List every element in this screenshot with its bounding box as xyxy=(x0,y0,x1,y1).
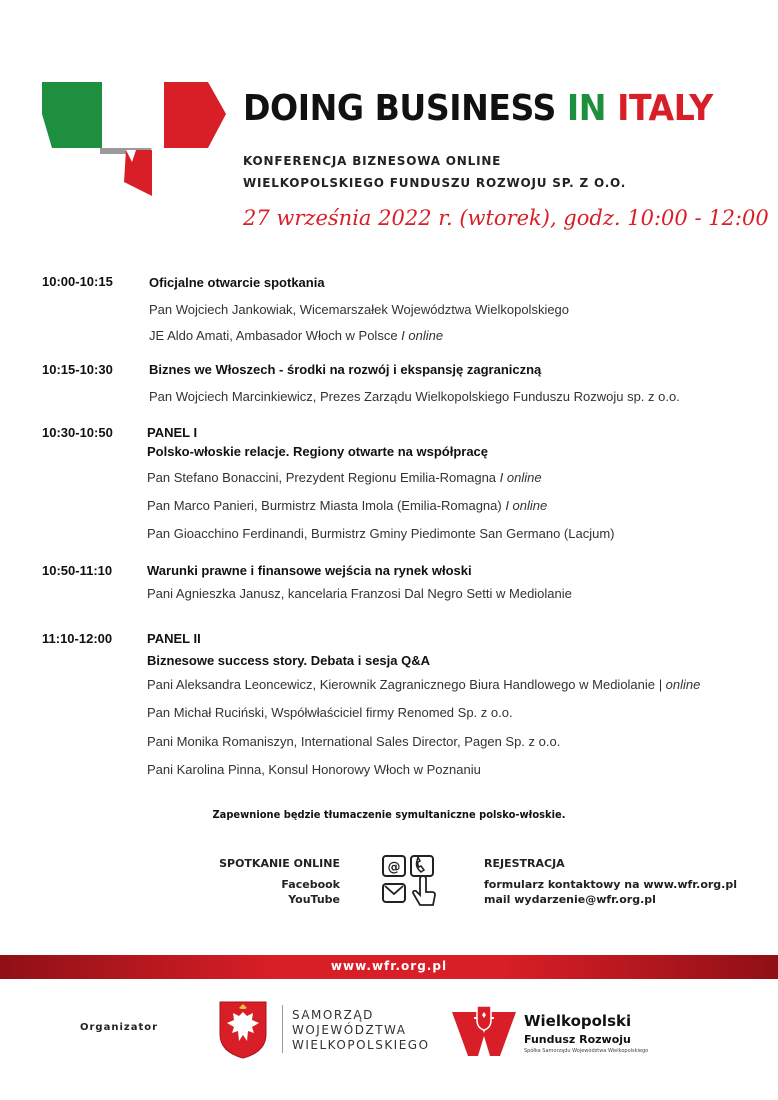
speaker-text: Pan Marco Panieri, Burmistrz Miasta Imola (Emilia-Romagna) xyxy=(147,498,506,513)
title-part-1: DOING BUSINESS xyxy=(243,88,567,129)
speaker-text: Pan Wojciech Jankowiak, Wicemarszałek Województwa Wielkopolskiego xyxy=(149,302,570,317)
agenda-title: Warunki prawne i finansowe wejścia na rynek włoski xyxy=(147,563,472,578)
agenda-speaker xyxy=(147,526,614,541)
italy-flag-ribbon-graphic xyxy=(40,78,230,198)
agenda-time: 11:10-12:00 xyxy=(42,631,113,646)
speaker-text: Pan Stefano Bonaccini, Prezydent Regionu Emilia-Romagna xyxy=(147,470,500,485)
wielkopolska-crest-icon xyxy=(218,1000,268,1060)
agenda-speaker xyxy=(147,498,547,513)
agenda-time: 10:15-10:30 xyxy=(42,362,113,377)
subtitle-line-1: KONFERENCJA BIZNESOWA ONLINE xyxy=(243,154,502,168)
online-tag: | online xyxy=(658,677,701,692)
agenda-title: Polsko-włoskie relacje. Regiony otwarte na współpracę xyxy=(147,444,489,459)
speaker-text: Pan Wojciech Marcinkiewicz, Prezes Zarządu Wielkopolskiego Funduszu Rozwoju sp. z o.o. xyxy=(149,389,680,404)
translation-note: Zapewnione będzie tłumaczenie symultaniczne polsko-włoskie. xyxy=(212,808,566,821)
agenda-time: 10:00-10:15 xyxy=(42,274,113,289)
samorzad-line-3: WIELKOPOLSKIEGO xyxy=(292,1038,430,1052)
agenda-title: Oficjalne otwarcie spotkania xyxy=(149,275,325,290)
online-tag: I online xyxy=(505,498,548,513)
agenda-speaker xyxy=(147,734,560,749)
agenda-speaker xyxy=(147,586,572,601)
samorzad-line-1: SAMORZĄD xyxy=(292,1008,374,1022)
registration-form-link[interactable]: formularz kontaktowy na www.wfr.org.pl xyxy=(484,878,737,891)
contact-icon xyxy=(380,853,440,911)
online-label: SPOTKANIE ONLINE xyxy=(219,857,340,870)
agenda-speaker xyxy=(149,302,569,317)
wfr-name-line-1: Wielkopolski xyxy=(524,1012,632,1030)
youtube-link[interactable]: YouTube xyxy=(288,893,340,906)
logo-divider xyxy=(282,1005,283,1053)
panel-label: PANEL I xyxy=(147,425,198,440)
agenda-speaker xyxy=(149,328,443,343)
samorzad-line-2: WOJEWÓDZTWA xyxy=(292,1023,407,1037)
wfr-name-line-2: Fundusz Rozwoju xyxy=(524,1033,631,1046)
panel-label: PANEL II xyxy=(147,631,201,646)
online-tag: I online xyxy=(499,470,542,485)
registration-label: REJESTRACJA xyxy=(484,857,565,870)
registration-email-link[interactable]: mail wydarzenie@wfr.org.pl xyxy=(484,893,656,906)
agenda-title: Biznesowe success story. Debata i sesja Q&A xyxy=(147,653,430,668)
agenda-speaker xyxy=(147,677,700,692)
agenda-title: Biznes we Włoszech - środki na rozwój i ekspansję zagraniczną xyxy=(149,362,542,377)
wfr-name-line-3: Spółka Samorządu Województwa Wielkopolskiego xyxy=(524,1048,649,1054)
facebook-link[interactable]: Facebook xyxy=(281,878,340,891)
website-link[interactable]: www.wfr.org.pl xyxy=(330,959,448,973)
svg-text:@: @ xyxy=(387,860,401,875)
title-part-2: IN xyxy=(566,88,618,129)
agenda-time: 10:50-11:10 xyxy=(42,563,113,578)
agenda-speaker xyxy=(147,470,542,485)
speaker-text: Pani Karolina Pinna, Konsul Honorowy Włoch w Poznaniu xyxy=(147,762,481,777)
speaker-text: Pani Monika Romaniszyn, International Sales Director, Pagen Sp. z o.o. xyxy=(147,734,561,749)
event-date: 27 września 2022 r. (wtorek), godz. 10:00 - 12:00 xyxy=(243,206,769,230)
agenda-speaker xyxy=(149,389,680,404)
speaker-text: JE Aldo Amati, Ambasador Włoch w Polsce xyxy=(149,328,402,343)
speaker-text: Pan Gioacchino Ferdinandi, Burmistrz Gminy Piedimonte San Germano (Lacjum) xyxy=(147,526,615,541)
online-tag: I online xyxy=(401,328,444,343)
speaker-text: Pan Michał Ruciński, Współwłaściciel firmy Renomed Sp. z o.o. xyxy=(147,705,513,720)
agenda-time: 10:30-10:50 xyxy=(42,425,113,440)
organizer-label: Organizator xyxy=(80,1022,159,1033)
wfr-logo-icon xyxy=(450,1002,520,1060)
agenda-speaker xyxy=(147,762,481,777)
page-title xyxy=(243,88,713,129)
speaker-text: Pani Aleksandra Leoncewicz, Kierownik Zagranicznego Biura Handlowego w Mediolanie xyxy=(147,677,659,692)
subtitle-line-2: WIELKOPOLSKIEGO FUNDUSZU ROZWOJU SP. Z O.O. xyxy=(243,176,627,190)
title-part-3: ITALY xyxy=(617,88,713,129)
speaker-text: Pani Agnieszka Janusz, kancelaria Franzosi Dal Negro Setti w Mediolanie xyxy=(147,586,572,601)
agenda-speaker xyxy=(147,705,513,720)
